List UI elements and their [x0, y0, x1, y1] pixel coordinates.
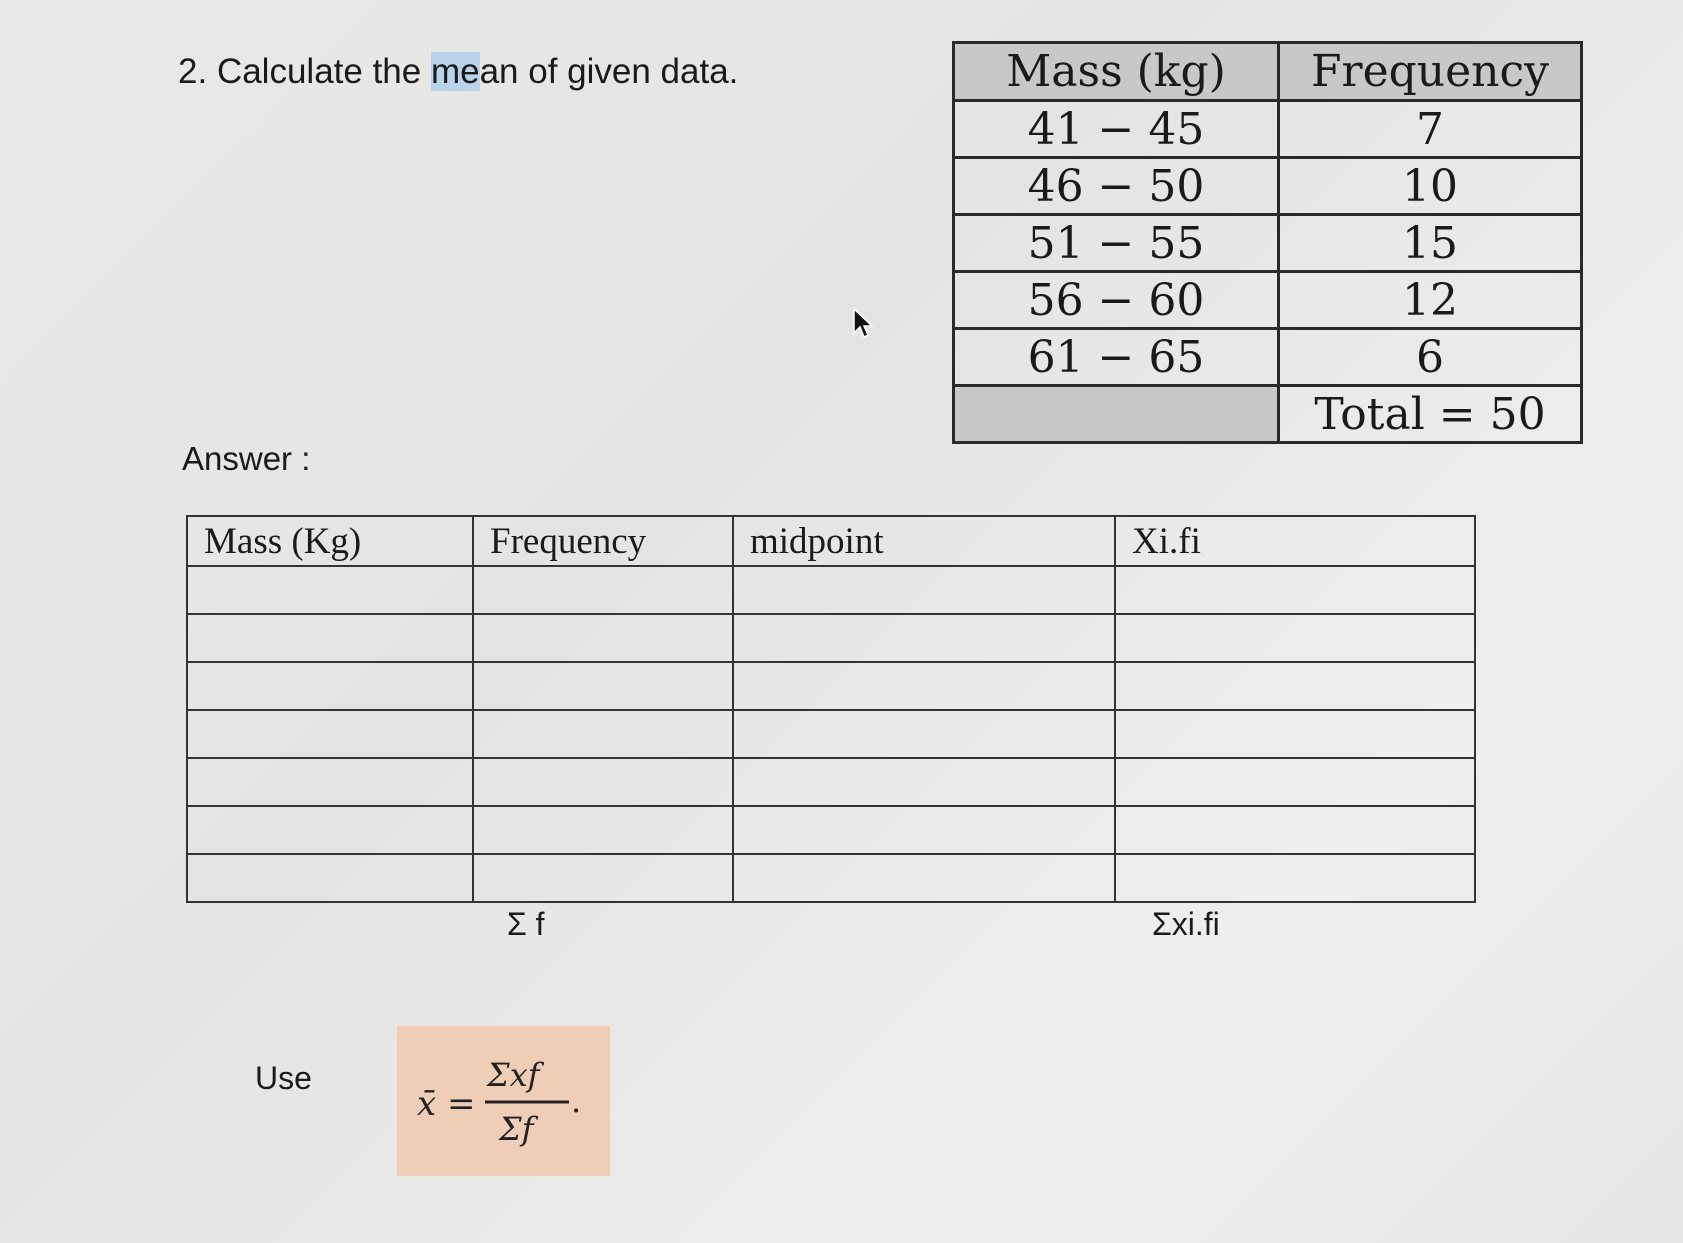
mass-cell: 46 − 50: [954, 158, 1279, 215]
mass-cell: 51 − 55: [954, 215, 1279, 272]
selected-text[interactable]: me: [430, 52, 480, 91]
sum-frequency-label: Σ f: [507, 906, 545, 942]
frequency-cell: 6: [1279, 329, 1582, 386]
empty-cell: [733, 566, 1115, 614]
table-row: [954, 329, 1582, 386]
formula-denominator: Σf: [499, 1110, 534, 1148]
table-row: [187, 566, 1475, 614]
question-number: 2.: [178, 52, 208, 91]
formula-graphic: [397, 1026, 610, 1176]
total-cell: Total = 50: [1279, 386, 1582, 443]
empty-cell: [1115, 662, 1475, 710]
empty-cell: [187, 614, 473, 662]
mean-formula: [397, 1026, 610, 1176]
answer-header-mass: Mass (Kg): [187, 516, 473, 566]
empty-cell: [473, 614, 733, 662]
mass-cell: 56 − 60: [954, 272, 1279, 329]
empty-cell: [1115, 758, 1475, 806]
table-row: [187, 614, 1475, 662]
empty-cell: [733, 854, 1115, 902]
sum-xifi-label: Σxi.fi: [1152, 906, 1220, 942]
given-data-table: [952, 41, 1583, 444]
table-row: [954, 158, 1582, 215]
empty-cell: [1115, 566, 1475, 614]
formula-period: .: [571, 1082, 582, 1120]
empty-cell: [473, 566, 733, 614]
empty-cell: [473, 806, 733, 854]
empty-cell: [733, 806, 1115, 854]
empty-cell: [187, 710, 473, 758]
empty-cell: [733, 662, 1115, 710]
use-label: Use: [255, 1060, 312, 1096]
answer-table: [186, 515, 1476, 903]
empty-cell: [187, 854, 473, 902]
table-row: [187, 710, 1475, 758]
empty-cell: [187, 566, 473, 614]
mass-cell: 61 − 65: [954, 329, 1279, 386]
empty-cell: [733, 614, 1115, 662]
given-header-mass: Mass (kg): [954, 43, 1279, 101]
given-header-frequency: Frequency: [1279, 43, 1582, 101]
answer-header-xifi: Xi.fi: [1115, 516, 1475, 566]
mouse-pointer-icon: [853, 308, 873, 340]
empty-cell: [473, 710, 733, 758]
given-header-row: [954, 43, 1582, 101]
empty-cell: [187, 758, 473, 806]
answer-header-frequency: Frequency: [473, 516, 733, 566]
empty-cell: [187, 662, 473, 710]
empty-shaded-cell: [954, 386, 1279, 443]
answer-header-midpoint: midpoint: [733, 516, 1115, 566]
table-row: [187, 662, 1475, 710]
table-row: [187, 758, 1475, 806]
question-text-start: Calculate the: [216, 52, 431, 91]
answer-header-row: [187, 516, 1475, 566]
frequency-cell: 12: [1279, 272, 1582, 329]
formula-numerator: Σxf: [487, 1056, 540, 1094]
table-row: [954, 272, 1582, 329]
empty-cell: [473, 758, 733, 806]
empty-cell: [473, 854, 733, 902]
empty-cell: [733, 710, 1115, 758]
formula-lhs: x̄ =: [417, 1084, 476, 1124]
table-row: [954, 215, 1582, 272]
empty-cell: [1115, 710, 1475, 758]
answer-label: Answer :: [182, 440, 311, 477]
empty-cell: [1115, 854, 1475, 902]
mass-cell: 41 − 45: [954, 101, 1279, 158]
table-row: [954, 101, 1582, 158]
question-text-end: an of given data.: [479, 52, 739, 91]
total-row: [954, 386, 1582, 443]
table-row: [187, 854, 1475, 902]
empty-cell: [187, 806, 473, 854]
empty-cell: [1115, 614, 1475, 662]
question-text: [178, 52, 738, 92]
table-row: [187, 806, 1475, 854]
frequency-cell: 15: [1279, 215, 1582, 272]
frequency-cell: 7: [1279, 101, 1582, 158]
empty-cell: [1115, 806, 1475, 854]
frequency-cell: 10: [1279, 158, 1582, 215]
empty-cell: [733, 758, 1115, 806]
empty-cell: [473, 662, 733, 710]
